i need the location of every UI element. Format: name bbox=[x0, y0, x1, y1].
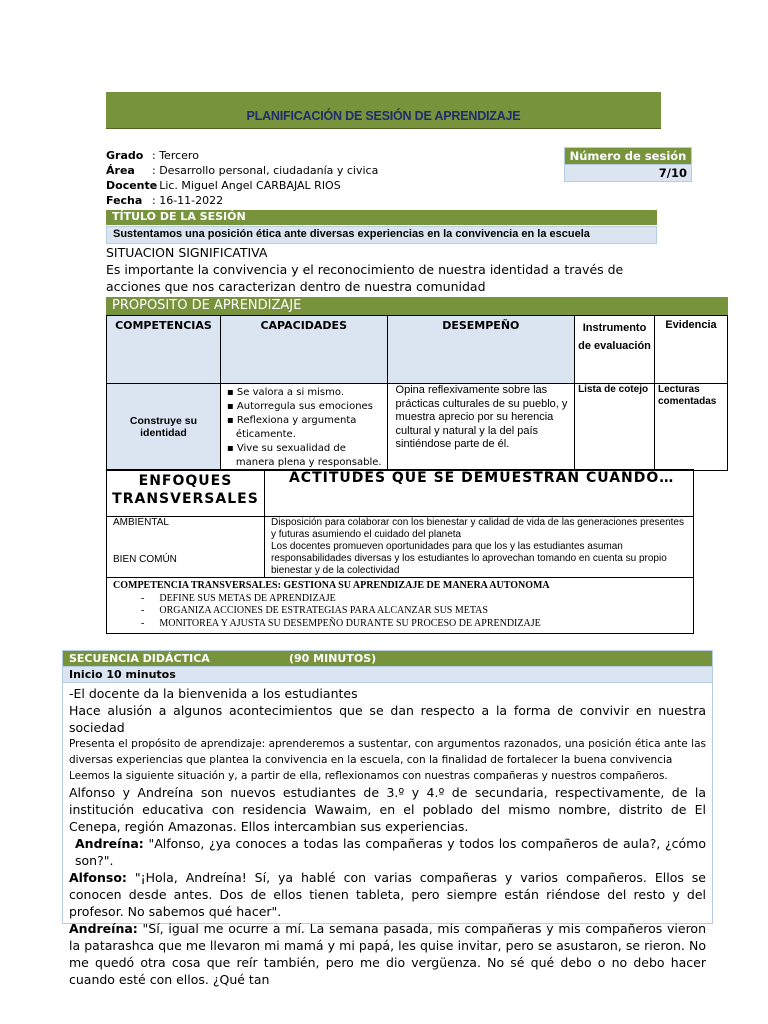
header-desempeno: DESEMPEÑO bbox=[387, 316, 575, 384]
info-docente bbox=[106, 178, 341, 193]
dialogue-line: Andreína: "Sí, igual me ocurre a mí. La semana pasada, mis compañeras y mis compañeros vieron la patarashca que me llevaron mi mamá y mi papá, les quise invitar, pero se asustaron, se rieron. No me quedó otra cosa que reír también, pero me dio vergüenza. No sé qué debo o no debo hacer cuando esté con ellos. ¿Qué tan bbox=[69, 921, 706, 987]
info-area bbox=[106, 163, 378, 178]
competencias-header-row bbox=[107, 316, 728, 384]
situacion-label: SITUACION SIGNIFICATIVA bbox=[106, 245, 268, 260]
grado-label: Grado bbox=[106, 149, 144, 162]
enfoques-header-left: ENFOQUES TRANSVERSALES bbox=[107, 470, 265, 517]
page-title: PLANIFICACIÓN DE SESIÓN DE APRENDIZAJE bbox=[246, 109, 521, 123]
evidencia-cell: Lecturas comentadas bbox=[654, 384, 727, 471]
dialogue-line: Andreína: "Alfonso, ¿ya conoces a todas las compañeras y todos los compañeros de aula?, ¿cómo son?". bbox=[75, 836, 706, 868]
competencia-transversal-cell bbox=[107, 578, 694, 634]
competencia-transversal-item: - DEFINE SUS METAS DE APRENDIZAJE bbox=[141, 592, 336, 604]
actitud-bien-comun: Los docentes promueven oportunidades para que los y las estudiantes asuman responsabilidades diversas y los estudiantes lo aprovechan tomando en cuenta su propio bienestar y de la colectividad bbox=[270, 541, 667, 576]
competencia-transversal-item: - MONITOREA Y AJUSTA SU DESEMPEÑO DURANTE SU PROCESO DE APRENDIZAJE bbox=[141, 617, 541, 629]
secuencia-header bbox=[63, 651, 712, 666]
docente-value: : Lic. Miguel Angel CARBAJAL RIOS bbox=[152, 179, 341, 192]
secuencia-paragraph: Alfonso y Andreína son nuevos estudiantes de 3.º y 4.º de secundaria, respectivamente, de la institución educativa con residencia Wawaim, en el poblado del mismo nombre, distrito de El Cenepa, región Amazonas. Ellos intercambian sus experiencias. bbox=[69, 785, 706, 834]
proposito-label-row bbox=[106, 297, 728, 315]
secuencia-duration: (90 MINUTOS) bbox=[289, 652, 377, 665]
secuencia-paragraph: Leemos la siguiente situación y, a partir de ella, reflexionamos con nuestras compañeras y nuestros compañeros. bbox=[69, 770, 668, 782]
secuencia-paragraph: Hace alusión a algunos acontecimientos que se dan respecto a la forma de convivir en nuestra sociedad bbox=[69, 703, 706, 735]
header-instrumento: Instrumento de evaluación bbox=[575, 316, 655, 384]
competencia-transversal-item: - ORGANIZA ACCIONES DE ESTRATEGIAS PARA ALCANZAR SUS METAS bbox=[141, 605, 488, 616]
page-title-bar bbox=[106, 92, 661, 129]
fecha-label: Fecha bbox=[106, 194, 143, 207]
enfoques-values-left bbox=[107, 517, 265, 578]
dialogue-line: Alfonso: "¡Hola, Andreína! Sí, ya hablé con varias compañeras y varios compañeros. Ellos se conocen desde antes. Dos de ellos tienen tableta, pero siempre están riéndose del resto y del profesor. No sabemos qué hacer". bbox=[69, 870, 706, 919]
secuencia-section bbox=[62, 650, 713, 987]
session-number-value: 7/10 bbox=[564, 165, 692, 182]
speaker-name: Andreína: bbox=[75, 836, 144, 851]
proposito-label: PROPOSITO DE APRENDIZAJE bbox=[112, 298, 302, 313]
session-title-label-row bbox=[106, 210, 657, 225]
area-value: : Desarrollo personal, ciudadanía y civica bbox=[152, 164, 379, 177]
docente-label: Docente bbox=[106, 179, 158, 192]
competencia-transversal-row bbox=[107, 578, 694, 634]
capacidad-item: ▪ Se valora a si mismo. bbox=[226, 387, 344, 398]
session-number-label: Número de sesión bbox=[564, 147, 692, 165]
area-label: Área bbox=[106, 164, 135, 177]
secuencia-paragraph: -El docente da la bienvenida a los estudiantes bbox=[69, 686, 358, 701]
info-grado bbox=[106, 148, 199, 163]
session-title-value-row bbox=[106, 226, 657, 244]
fecha-value: : 16-11-2022 bbox=[152, 194, 224, 207]
competencia-cell: Construye su identidad bbox=[107, 384, 221, 471]
inicio-label: Inicio 10 minutos bbox=[63, 666, 712, 683]
enfoque-bien-comun: BIEN COMÚN bbox=[113, 554, 177, 565]
info-fecha bbox=[106, 193, 223, 208]
enfoques-header-right: ACTITUDES QUE SE DEMUESTRAN CUANDO… bbox=[264, 470, 693, 517]
enfoques-values-row bbox=[107, 517, 694, 578]
capacidad-item: ▪ Reflexiona y argumenta éticamente. bbox=[226, 415, 357, 440]
competencias-table bbox=[106, 315, 728, 471]
instrumento-cell: Lista de cotejo bbox=[575, 384, 655, 471]
secuencia-label: SECUENCIA DIDÁCTICA bbox=[69, 652, 210, 665]
capacidad-item: ▪ Vive su sexualidad de manera plena y responsable. bbox=[226, 443, 382, 468]
desempeno-cell: Opina reflexivamente sobre las prácticas culturales de su pueblo, y muestra aprecio por su herencia cultural y natural y la del país sintiéndose parte de él. bbox=[387, 384, 575, 471]
competencia-transversal-title: COMPETENCIA TRANSVERSALES: GESTIONA SU APRENDIZAJE DE MANERA AUTONOMA bbox=[113, 580, 550, 591]
enfoque-ambiental: AMBIENTAL bbox=[113, 517, 169, 528]
situacion-text: Es importante la convivencia y el reconocimiento de nuestra identidad a través de acciones que nos caracterizan dentro de nuestra comunidad bbox=[106, 262, 624, 294]
header-capacidades: CAPACIDADES bbox=[220, 316, 387, 384]
speaker-name: Andreína: bbox=[69, 921, 138, 936]
header-competencias: COMPETENCIAS bbox=[107, 316, 221, 384]
enfoques-table bbox=[106, 469, 694, 634]
header-evidencia: Evidencia bbox=[654, 316, 727, 384]
grado-value: : Tercero bbox=[152, 149, 199, 162]
enfoques-values-right bbox=[264, 517, 693, 578]
enfoques-header-row bbox=[107, 470, 694, 517]
secuencia-body bbox=[63, 683, 712, 988]
capacidades-cell bbox=[220, 384, 387, 471]
capacidad-item: ▪ Autorregula sus emociones bbox=[226, 401, 373, 412]
session-title-value: Sustentamos una posición ética ante diversas experiencias en la convivencia en la escuela bbox=[113, 228, 590, 240]
session-number-box bbox=[564, 147, 692, 182]
speaker-name: Alfonso: bbox=[69, 870, 127, 885]
competencias-row bbox=[107, 384, 728, 471]
secuencia-paragraph: Presenta el propósito de aprendizaje: aprenderemos a sustentar, con argumentos razonados, una posición ética ante las diversas experiencias que plantea la convivencia en la escuela, con la finalidad de fortalecer la buena convivencia bbox=[69, 738, 706, 766]
session-title-label: TÍTULO DE LA SESIÓN bbox=[112, 210, 246, 223]
actitud-ambiental: Disposición para colaborar con los bienestar y calidad de vida de las generaciones presentes y futuras asumiendo el cuidado del planeta bbox=[270, 517, 684, 540]
